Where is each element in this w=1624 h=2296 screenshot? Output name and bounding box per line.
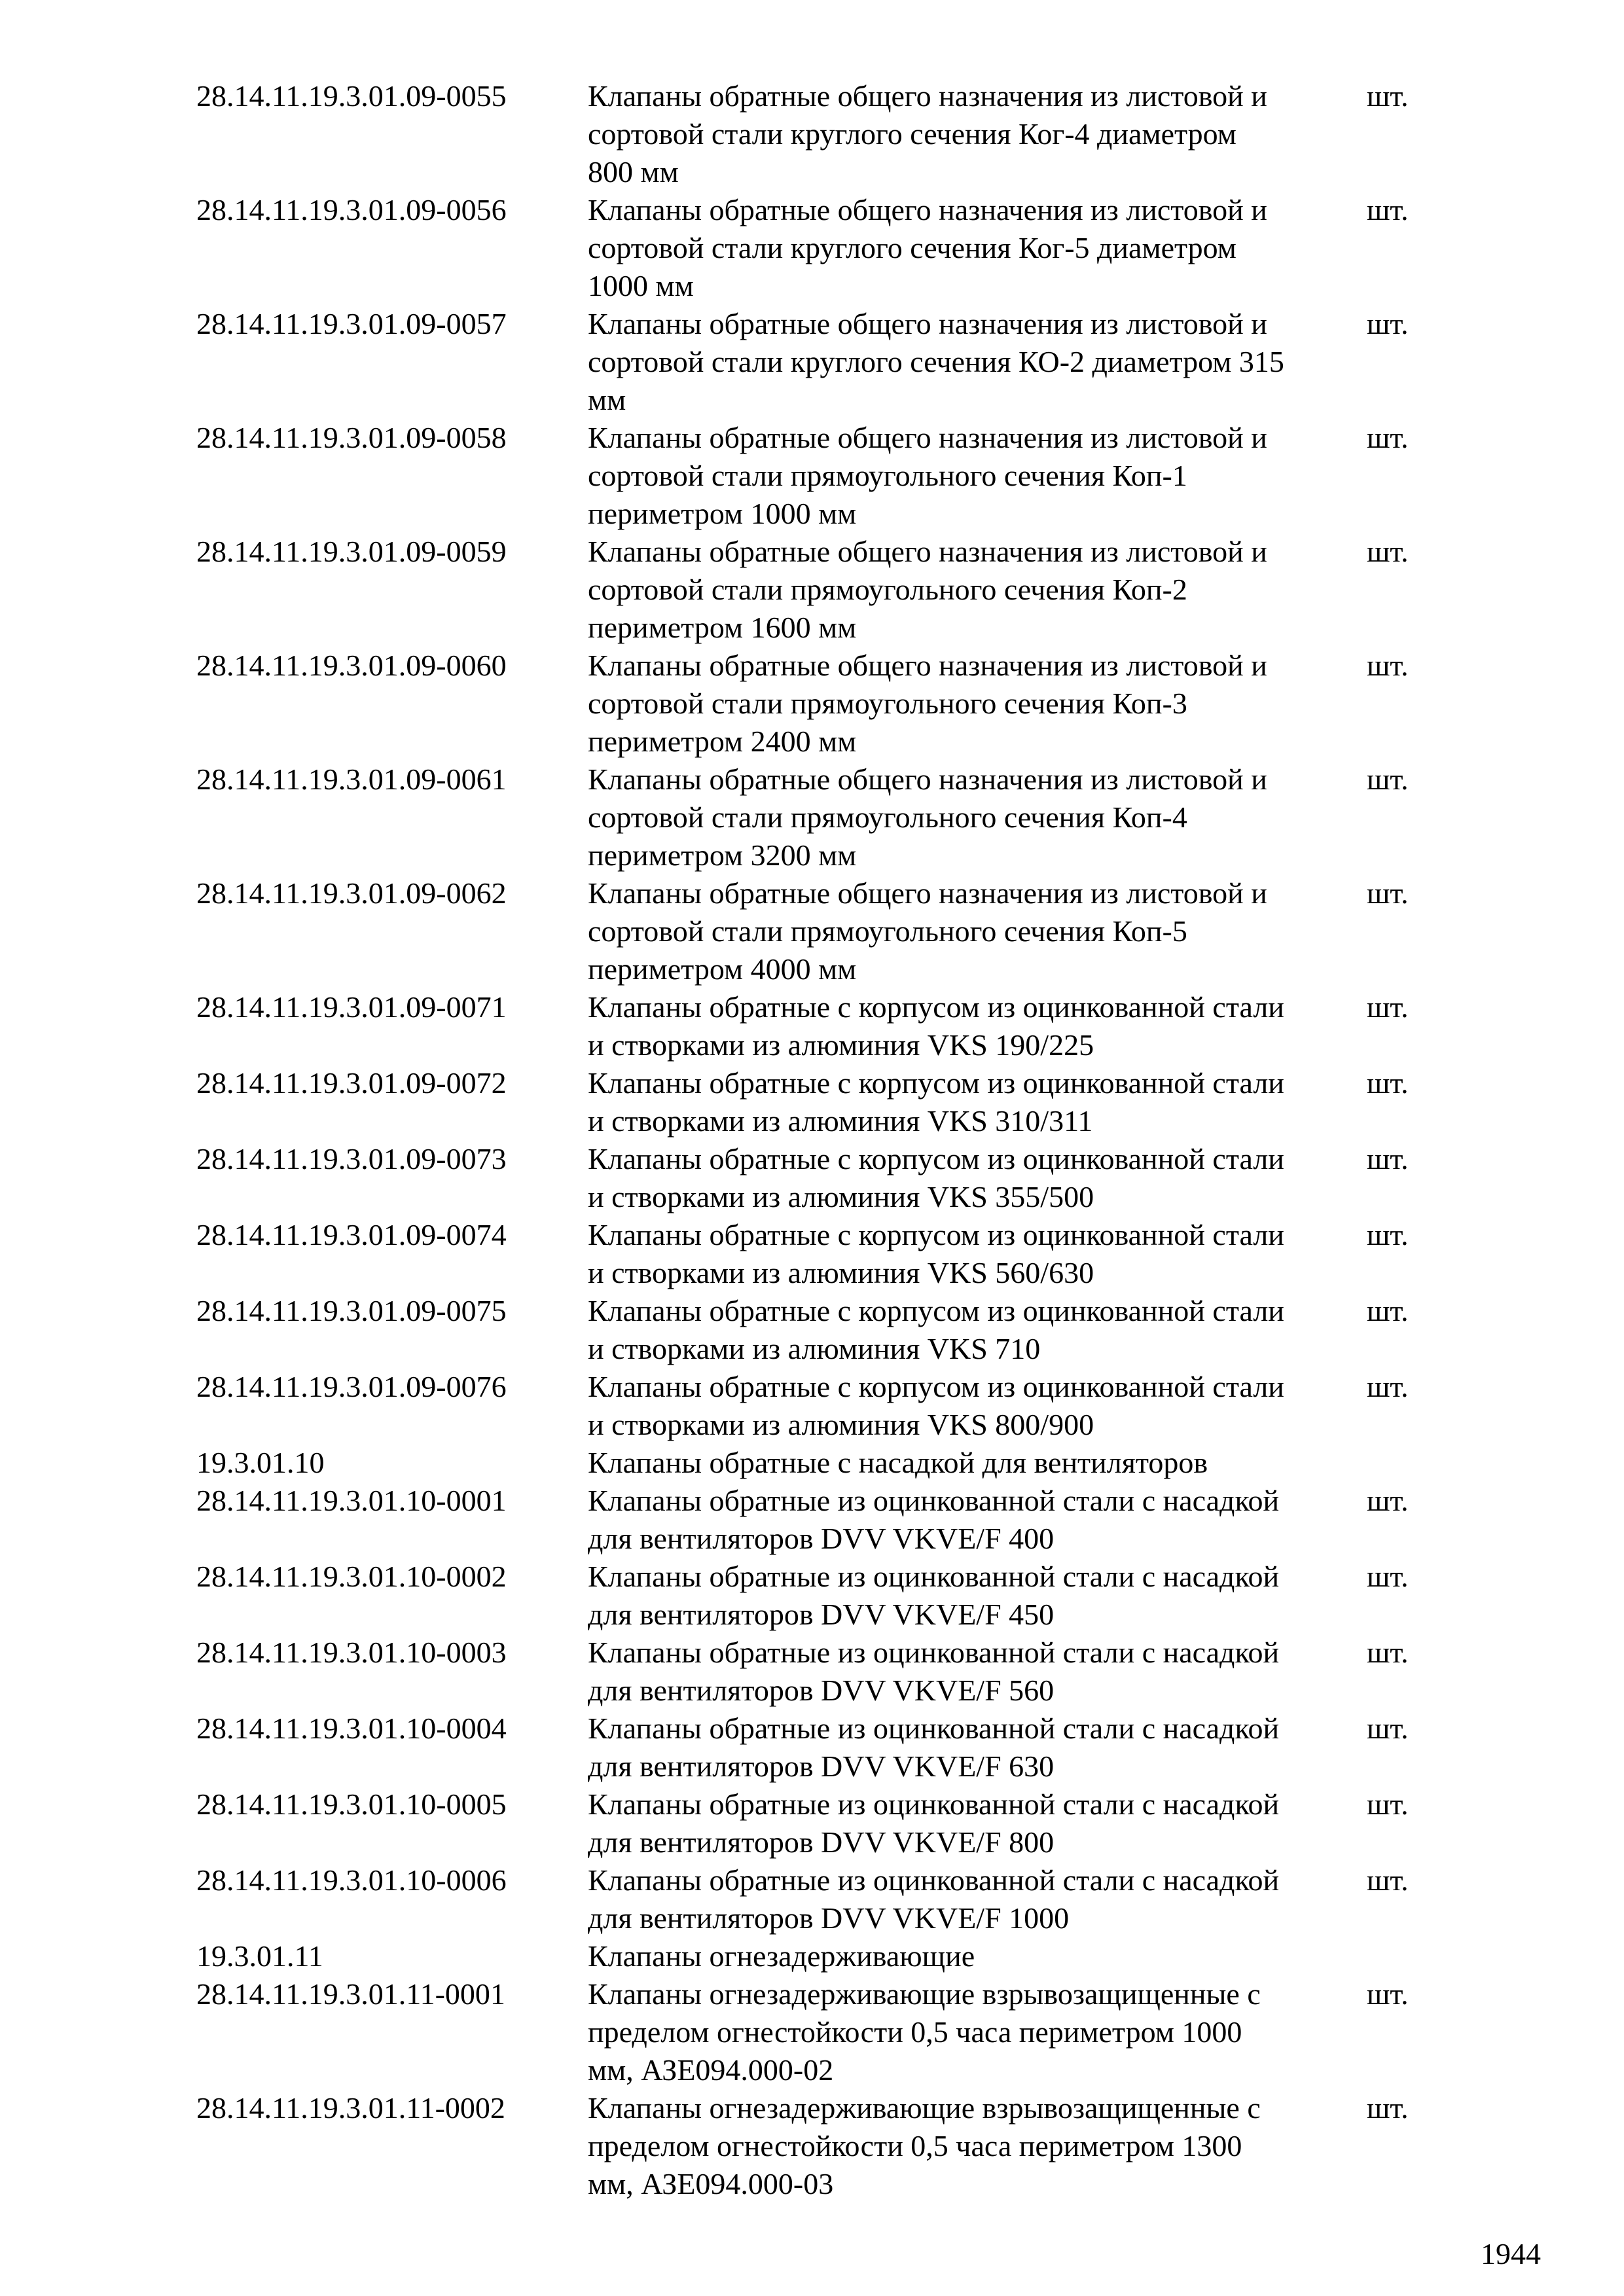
table-row [196,1140,1440,1216]
resource-code: 28.14.11.19.3.01.09-0059 [196,535,507,568]
resource-code: 28.14.11.19.3.01.09-0071 [196,990,507,1024]
unit-of-measure: шт. [1367,1636,1409,1669]
unit-of-measure: шт. [1367,1787,1409,1821]
unit-of-measure: шт. [1367,1370,1409,1403]
resource-name: Клапаны обратные с корпусом из оцинкованной стали и створками из алюминия VKS 190/225 [588,990,1284,1062]
resource-name: Клапаны огнезадерживающие взрывозащищенные с пределом огнестойкости 0,5 часа периметром 1000 мм, АЗЕ094.000-02 [588,1977,1261,2087]
resource-code: 28.14.11.19.3.01.11-0002 [196,2091,505,2125]
group-code: 19.3.01.10 [196,1446,325,1479]
group-code: 19.3.01.11 [196,1939,323,1973]
unit-of-measure: шт. [1367,1560,1409,1593]
resource-code: 28.14.11.19.3.01.11-0001 [196,1977,505,2011]
group-name: Клапаны огнезадерживающие [588,1939,975,1973]
resource-code: 28.14.11.19.3.01.09-0073 [196,1142,507,1175]
page-number: 1944 [1481,2237,1541,2270]
table-row [196,77,1440,191]
table-row [196,647,1440,761]
resource-name: Клапаны огнезадерживающие взрывозащищенные с пределом огнестойкости 0,5 часа периметром 1300 мм, АЗЕ094.000-03 [588,2091,1261,2200]
resource-name: Клапаны обратные с корпусом из оцинкованной стали и створками из алюминия VKS 310/311 [588,1066,1284,1138]
unit-of-measure: шт. [1367,649,1409,682]
table-row [196,1558,1440,1634]
table-row [196,1064,1440,1140]
resource-name: Клапаны обратные общего назначения из листовой и сортовой стали круглого сечения КО-2 диаметром 315 мм [588,307,1284,416]
resource-name: Клапаны обратные общего назначения из листовой и сортовой стали прямоугольного сечения Коп-1 периметром 1000 мм [588,421,1267,530]
table-row [196,1482,1440,1558]
resource-name: Клапаны обратные с корпусом из оцинкованной стали и створками из алюминия VKS 710 [588,1294,1284,1365]
table-row [196,191,1440,305]
resource-name: Клапаны обратные общего назначения из листовой и сортовой стали круглого сечения Ког-5 диаметром 1000 мм [588,193,1267,302]
unit-of-measure: шт. [1367,762,1409,796]
unit-of-measure: шт. [1367,1863,1409,1897]
unit-of-measure: шт. [1367,1066,1409,1100]
unit-of-measure: шт. [1367,421,1409,454]
resource-code: 28.14.11.19.3.01.09-0055 [196,79,507,113]
unit-of-measure: шт. [1367,1712,1409,1745]
unit-of-measure: шт. [1367,1142,1409,1175]
resource-name: Клапаны обратные с корпусом из оцинкованной стали и створками из алюминия VKS 560/630 [588,1218,1284,1289]
resource-code: 28.14.11.19.3.01.09-0072 [196,1066,507,1100]
resource-name: Клапаны обратные с корпусом из оцинкованной стали и створками из алюминия VKS 800/900 [588,1370,1284,1441]
resource-code: 28.14.11.19.3.01.09-0074 [196,1218,507,1251]
unit-of-measure: шт. [1367,1218,1409,1251]
table-row [196,305,1440,419]
resource-code: 28.14.11.19.3.01.09-0056 [196,193,507,226]
unit-of-measure: шт. [1367,307,1409,340]
unit-of-measure: шт. [1367,535,1409,568]
table-row [196,533,1440,647]
resource-name: Клапаны обратные из оцинкованной стали с насадкой для вентиляторов DVV VKVE/F 630 [588,1712,1280,1783]
resource-code: 28.14.11.19.3.01.09-0076 [196,1370,507,1403]
resource-code: 28.14.11.19.3.01.10-0006 [196,1863,507,1897]
resource-code: 28.14.11.19.3.01.09-0075 [196,1294,507,1327]
resource-name: Клапаны обратные с корпусом из оцинкованной стали и створками из алюминия VKS 355/500 [588,1142,1284,1213]
resource-code: 28.14.11.19.3.01.10-0001 [196,1484,507,1517]
resource-name: Клапаны обратные общего назначения из листовой и сортовой стали прямоугольного сечения Коп-3 периметром 2400 мм [588,649,1267,758]
table-row [196,1975,1440,2089]
resource-code: 28.14.11.19.3.01.10-0002 [196,1560,507,1593]
table-row [196,988,1440,1064]
resource-name: Клапаны обратные общего назначения из листовой и сортовой стали прямоугольного сечения Коп-5 периметром 4000 мм [588,876,1267,986]
group-name: Клапаны обратные с насадкой для вентиляторов [588,1446,1208,1479]
table-row [196,1216,1440,1292]
resource-name: Клапаны обратные из оцинкованной стали с насадкой для вентиляторов DVV VKVE/F 560 [588,1636,1280,1707]
table-row [196,419,1440,533]
table-row [196,1710,1440,1785]
group-header-row [196,1444,1440,1482]
table-row [196,1634,1440,1710]
table-row [196,761,1440,874]
unit-of-measure: шт. [1367,193,1409,226]
resource-code: 28.14.11.19.3.01.09-0057 [196,307,507,340]
table-row [196,1785,1440,1861]
resource-code: 28.14.11.19.3.01.10-0003 [196,1636,507,1669]
resource-name: Клапаны обратные общего назначения из листовой и сортовой стали прямоугольного сечения Коп-4 периметром 3200 мм [588,762,1267,872]
table-row [196,1368,1440,1444]
resource-code: 28.14.11.19.3.01.10-0004 [196,1712,507,1745]
unit-of-measure: шт. [1367,1977,1409,2011]
unit-of-measure: шт. [1367,876,1409,910]
table-row [196,2089,1440,2203]
resource-name: Клапаны обратные общего назначения из листовой и сортовой стали круглого сечения Ког-4 диаметром 800 мм [588,79,1267,188]
resource-name: Клапаны обратные из оцинкованной стали с насадкой для вентиляторов DVV VKVE/F 450 [588,1560,1280,1631]
resource-name: Клапаны обратные из оцинкованной стали с насадкой для вентиляторов DVV VKVE/F 400 [588,1484,1280,1555]
resource-code: 28.14.11.19.3.01.09-0062 [196,876,507,910]
resource-name: Клапаны обратные из оцинкованной стали с насадкой для вентиляторов DVV VKVE/F 800 [588,1787,1280,1859]
resource-table [196,77,1440,2203]
resource-name: Клапаны обратные из оцинкованной стали с насадкой для вентиляторов DVV VKVE/F 1000 [588,1863,1280,1935]
unit-of-measure: шт. [1367,79,1409,113]
table-row [196,874,1440,988]
resource-code: 28.14.11.19.3.01.09-0061 [196,762,507,796]
unit-of-measure: шт. [1367,990,1409,1024]
resource-code: 28.14.11.19.3.01.10-0005 [196,1787,507,1821]
resource-code: 28.14.11.19.3.01.09-0060 [196,649,507,682]
unit-of-measure: шт. [1367,1484,1409,1517]
table-row [196,1861,1440,1937]
group-header-row [196,1937,1440,1975]
resource-code: 28.14.11.19.3.01.09-0058 [196,421,507,454]
unit-of-measure: шт. [1367,1294,1409,1327]
resource-name: Клапаны обратные общего назначения из листовой и сортовой стали прямоугольного сечения Коп-2 периметром 1600 мм [588,535,1267,644]
unit-of-measure: шт. [1367,2091,1409,2125]
table-row [196,1292,1440,1368]
